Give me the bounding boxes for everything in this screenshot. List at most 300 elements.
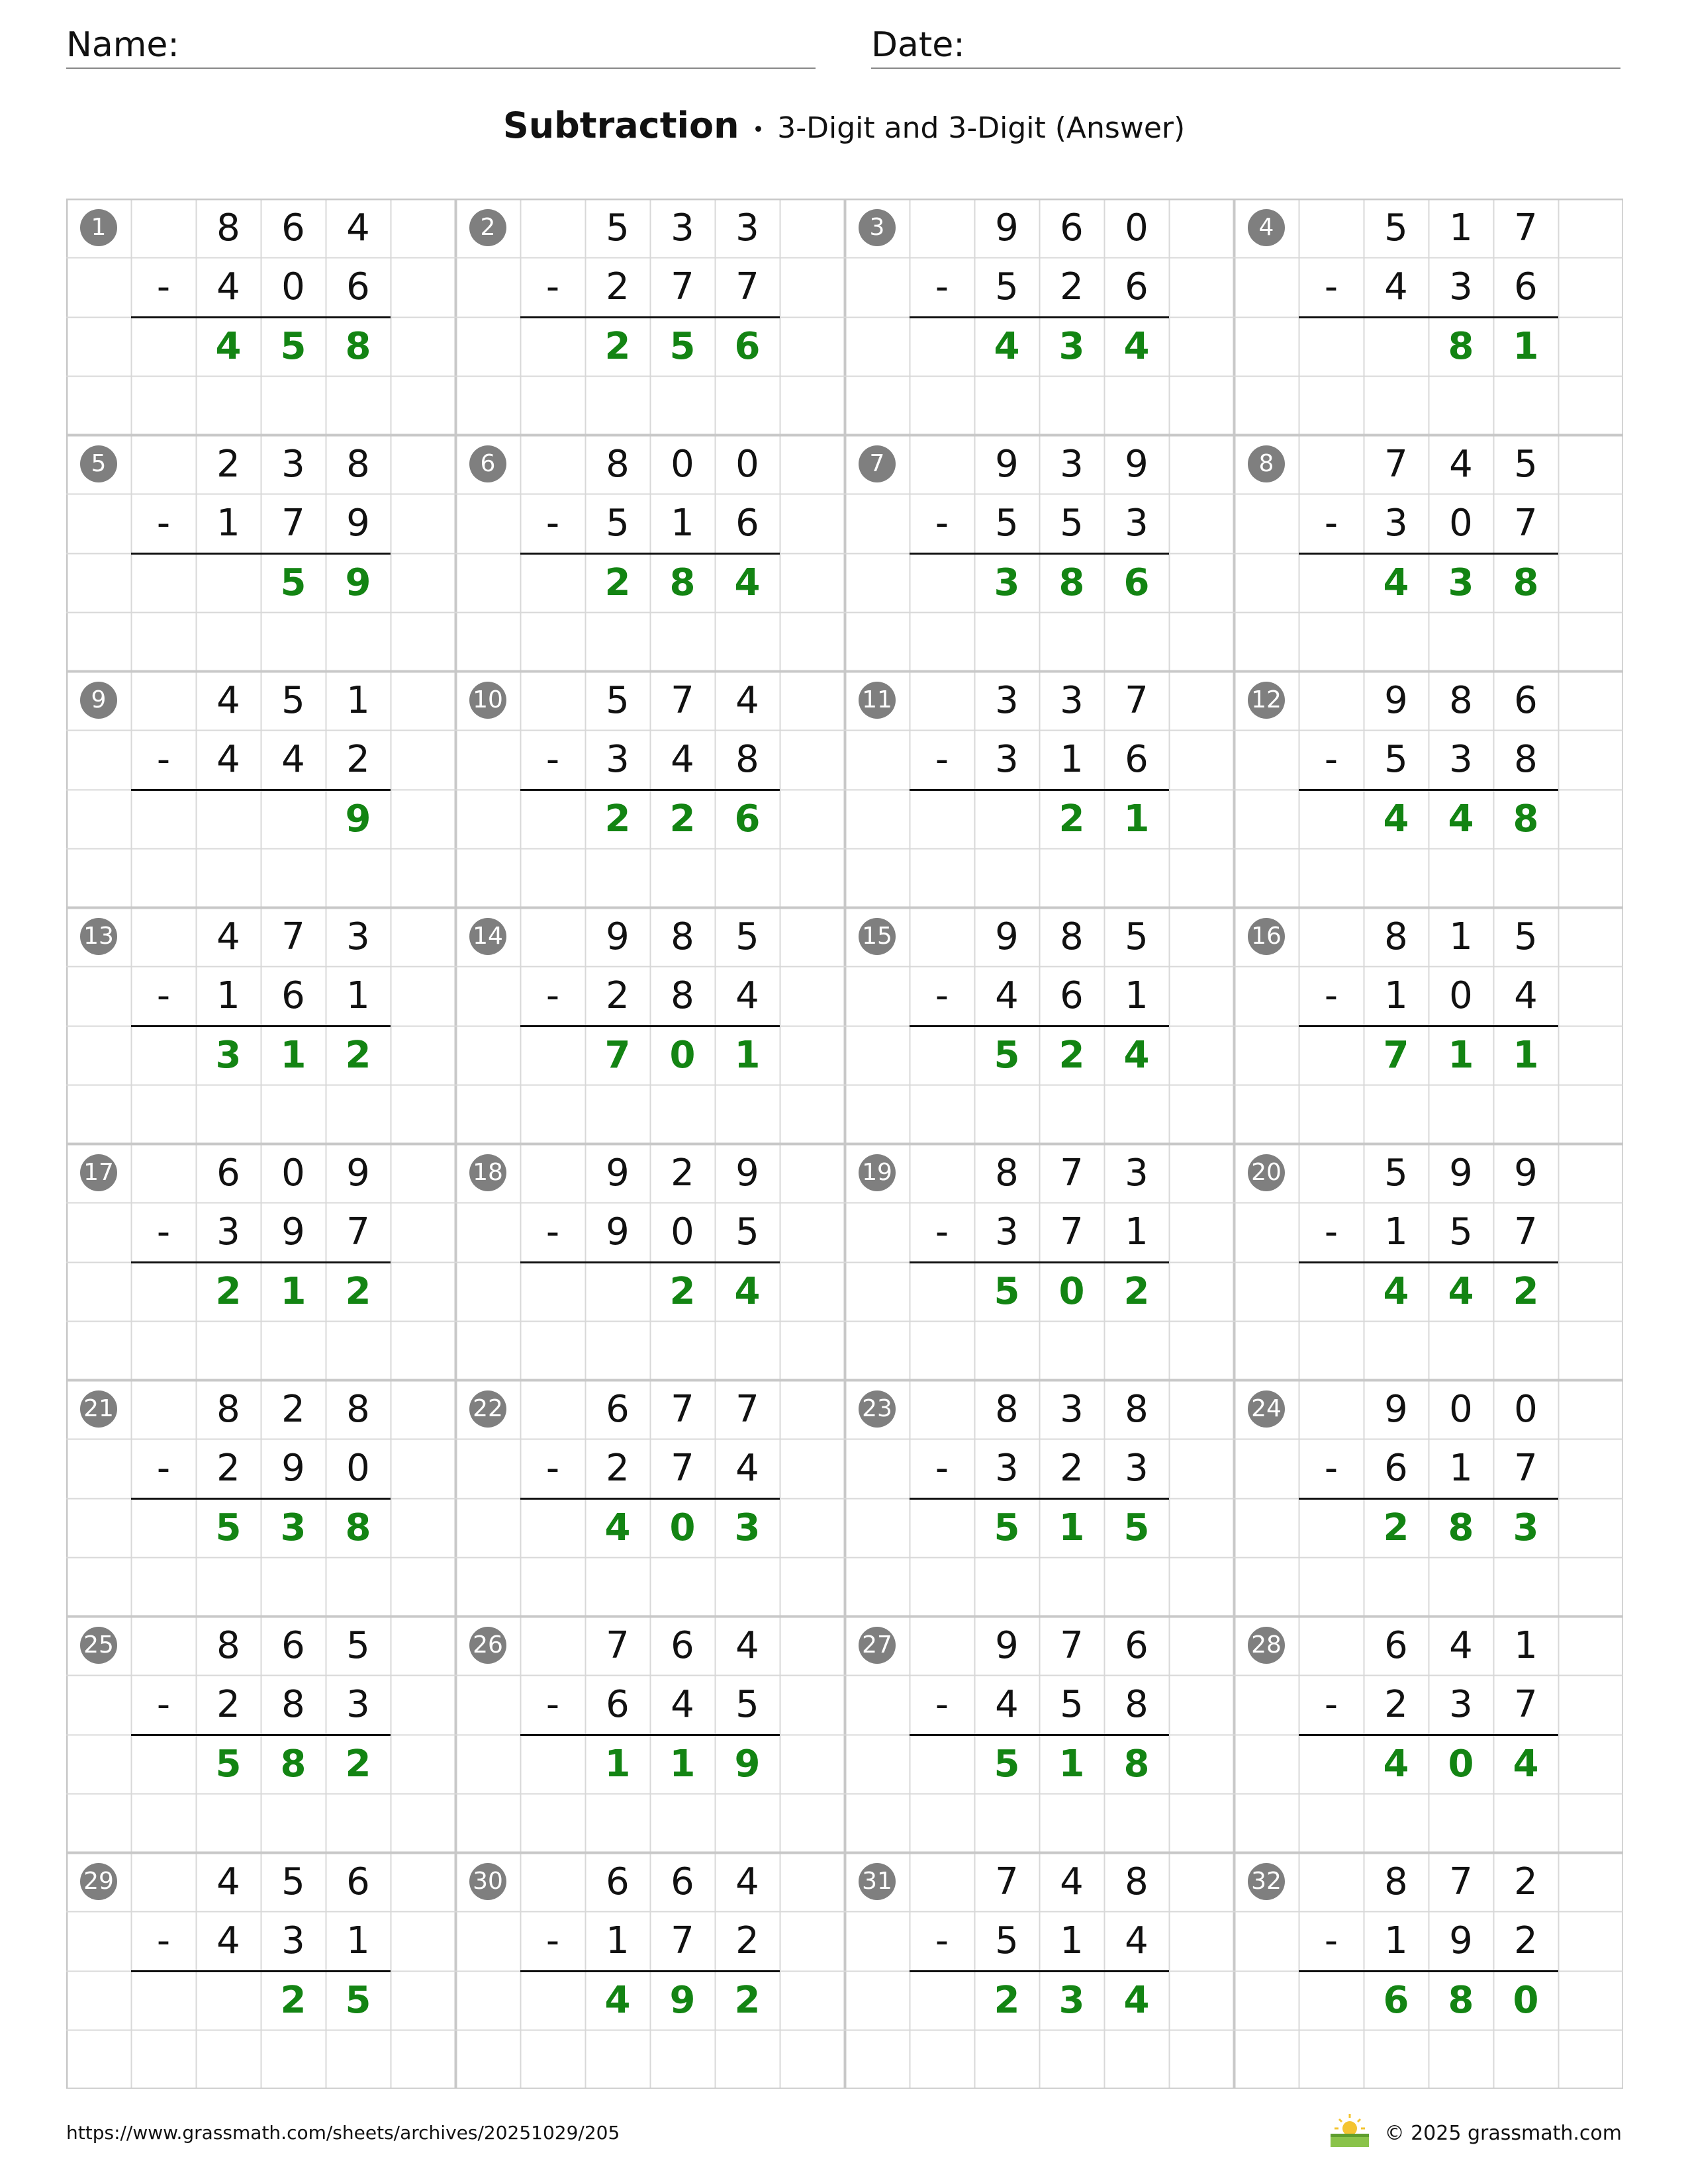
minuend-digit: 3 [1125,1152,1149,1195]
answer-digit: 4 [1383,797,1409,841]
problem-number-badge: 5 [80,445,117,482]
subtrahend-digit: 4 [995,1683,1019,1727]
minuend-digit: 0 [1449,1388,1473,1431]
subtrahend-digit: 6 [346,265,370,309]
subtrahend-digit: 7 [671,1447,694,1490]
minuend-digit: 5 [606,679,630,722]
answer-digit: 5 [280,324,306,368]
subtrahend-digit: 0 [1449,974,1473,1018]
minuend-digit: 5 [1125,915,1149,958]
answer-digit: 5 [994,1742,1020,1786]
answer-rule [131,316,391,318]
subtrahend-digit: 4 [281,738,305,782]
answer-rule [131,1734,391,1736]
minus-sign: - [545,265,560,309]
answer-digit: 4 [1513,1742,1539,1786]
minus-sign: - [1324,265,1338,309]
minus-sign: - [1324,502,1338,545]
answer-digit: 3 [215,1033,242,1077]
subtrahend-digit: 5 [606,502,630,545]
minuend-digit: 3 [995,679,1019,722]
subtrahend-digit: 2 [1384,1683,1408,1727]
minuend-digit: 9 [995,1624,1019,1667]
answer-digit: 1 [1058,1742,1085,1786]
answer-rule [131,1498,391,1500]
minuend-digit: 7 [281,915,305,958]
subtrahend-digit: 4 [1514,974,1538,1018]
minus-sign: - [935,1919,949,1963]
subtrahend-digit: 3 [1449,738,1473,782]
minus-sign: - [156,1447,171,1490]
subtrahend-digit: 6 [1514,265,1538,309]
minuend-digit: 5 [346,1624,370,1667]
subtrahend-digit: 0 [281,265,305,309]
subtrahend-digit: 1 [1384,974,1408,1018]
answer-digit: 8 [1448,1506,1474,1549]
subtrahend-digit: 3 [606,738,630,782]
answer-digit: 2 [280,1978,306,2022]
subtrahend-digit: 5 [995,265,1019,309]
minuend-digit: 8 [216,1624,240,1667]
minuend-digit: 0 [671,443,694,486]
answer-rule [520,1261,780,1263]
answer-rule [131,1261,391,1263]
minus-sign: - [935,1683,949,1727]
answer-digit: 1 [669,1742,696,1786]
problem-number-badge: 20 [1248,1154,1285,1191]
answer-rule [131,789,391,791]
subtrahend-digit: 3 [1449,265,1473,309]
name-label: Name: [66,25,179,65]
subtrahend-digit: 3 [1125,1447,1149,1490]
answer-digit: 2 [1123,1269,1150,1313]
subtrahend-digit: 9 [281,1447,305,1490]
answer-digit: 2 [669,797,696,841]
minuend-digit: 3 [281,443,305,486]
answer-digit: 6 [1383,1978,1409,2022]
answer-digit: 8 [345,324,371,368]
minuend-digit: 8 [216,206,240,250]
answer-digit: 1 [1513,1033,1539,1077]
minuend-digit: 0 [1514,1388,1538,1431]
answer-digit: 6 [734,324,761,368]
answer-digit [261,790,326,848]
minuend-digit: 7 [1125,679,1149,722]
minuend-digit: 2 [671,1152,694,1195]
answer-digit: 3 [734,1506,761,1549]
problem-number-badge: 27 [859,1627,896,1664]
subtrahend-digit: 1 [1449,1447,1473,1490]
subtrahend-digit: 9 [346,502,370,545]
problem-number-badge: 1 [80,209,117,246]
problem-number-badge: 13 [80,918,117,955]
subtrahend-digit: 0 [671,1210,694,1254]
minus-sign: - [156,738,171,782]
answer-rule [1299,1734,1558,1736]
minuend-digit: 8 [606,443,630,486]
subtrahend-digit: 3 [1384,502,1408,545]
minus-sign: - [1324,1919,1338,1963]
subtrahend-digit: 1 [1125,1210,1149,1254]
answer-digit: 4 [604,1978,631,2022]
minuend-digit: 3 [1060,679,1084,722]
answer-digit [585,1262,650,1321]
subtrahend-digit: 6 [1060,974,1084,1018]
subtrahend-digit: 7 [1514,502,1538,545]
minuend-digit: 9 [346,1152,370,1195]
minus-sign: - [935,1210,949,1254]
minus-sign: - [935,1447,949,1490]
answer-digit: 6 [1123,561,1150,604]
subtrahend-digit: 6 [1384,1447,1408,1490]
problem-number-badge: 22 [469,1390,506,1428]
minus-sign: - [1324,738,1338,782]
minuend-digit: 3 [1060,443,1084,486]
answer-digit [196,1971,261,2030]
answer-digit: 8 [1448,1978,1474,2022]
subtrahend-digit: 7 [671,1919,694,1963]
answer-digit: 1 [734,1033,761,1077]
answer-rule [520,789,780,791]
answer-digit [1364,317,1429,376]
subtrahend-digit: 1 [346,974,370,1018]
answer-digit: 5 [280,561,306,604]
problem-number-badge: 7 [859,445,896,482]
subtrahend-digit: 2 [606,265,630,309]
answer-digit: 4 [994,324,1020,368]
subtrahend-digit: 9 [281,1210,305,1254]
subtrahend-digit: 2 [216,1447,240,1490]
answer-rule [910,1734,1169,1736]
minuend-digit: 3 [1060,1388,1084,1431]
minuend-digit: 8 [995,1388,1019,1431]
answer-digit: 0 [1058,1269,1085,1313]
answer-digit: 8 [1123,1742,1150,1786]
minuend-digit: 8 [346,443,370,486]
minuend-digit: 9 [995,443,1019,486]
answer-digit: 5 [994,1269,1020,1313]
subtrahend-digit: 7 [1514,1210,1538,1254]
minuend-digit: 7 [671,679,694,722]
minuend-digit: 5 [281,1860,305,1903]
problem-number-badge: 9 [80,682,117,719]
answer-digit: 5 [215,1506,242,1549]
subtrahend-digit: 1 [671,502,694,545]
answer-rule [1299,316,1558,318]
minuend-digit: 0 [735,443,759,486]
minuend-digit: 7 [1449,1860,1473,1903]
answer-rule [520,1734,780,1736]
subtrahend-digit: 3 [216,1210,240,1254]
subtrahend-digit: 2 [216,1683,240,1727]
minuend-digit: 6 [346,1860,370,1903]
minuend-digit: 7 [735,1388,759,1431]
minuend-digit: 8 [1125,1388,1149,1431]
minus-sign: - [545,1919,560,1963]
subtrahend-digit: 1 [606,1919,630,1963]
minuend-digit: 8 [995,1152,1019,1195]
answer-digit: 0 [669,1506,696,1549]
footer-url: https://www.grassmath.com/sheets/archives/20251029/205 [66,2122,620,2144]
minuend-digit: 5 [606,206,630,250]
answer-rule [910,553,1169,555]
answer-digit: 1 [1448,1033,1474,1077]
subtrahend-digit: 3 [1125,502,1149,545]
problem-number-badge: 19 [859,1154,896,1191]
minuend-digit: 7 [606,1624,630,1667]
answer-rule [1299,553,1558,555]
answer-rule [910,1025,1169,1027]
minuend-digit: 3 [671,206,694,250]
minuend-digit: 4 [735,1860,759,1903]
minus-sign: - [1324,1683,1338,1727]
minuend-digit: 4 [1449,1624,1473,1667]
minuend-digit: 5 [1384,1152,1408,1195]
problem-number-badge: 31 [859,1863,896,1900]
problem-number-badge: 18 [469,1154,506,1191]
subtrahend-digit: 3 [281,1919,305,1963]
answer-digit: 4 [1123,1978,1150,2022]
minuend-digit: 6 [216,1152,240,1195]
subtrahend-digit: 4 [735,974,759,1018]
minuend-digit: 1 [1449,915,1473,958]
subtrahend-digit: 3 [995,738,1019,782]
subtrahend-digit: 7 [346,1210,370,1254]
subtrahend-digit: 7 [281,502,305,545]
answer-digit: 9 [734,1742,761,1786]
subtrahend-digit: 1 [216,502,240,545]
minuend-digit: 9 [606,1152,630,1195]
answer-digit: 4 [1383,561,1409,604]
subtrahend-digit: 5 [1384,738,1408,782]
minuend-digit: 0 [1125,206,1149,250]
answer-rule [520,1025,780,1027]
answer-digit: 8 [1058,561,1085,604]
subtrahend-digit: 4 [995,974,1019,1018]
problem-number-badge: 23 [859,1390,896,1428]
answer-rule [1299,1025,1558,1027]
subtrahend-digit: 4 [671,738,694,782]
answer-rule [131,553,391,555]
answer-digit: 7 [1383,1033,1409,1077]
answer-digit: 9 [345,797,371,841]
subtrahend-digit: 8 [735,738,759,782]
minuend-digit: 9 [1125,443,1149,486]
answer-digit [196,553,261,612]
minuend-digit: 6 [606,1860,630,1903]
grassmath-logo-icon [1327,2111,1373,2148]
problem-number-badge: 12 [1248,682,1285,719]
subtrahend-digit: 4 [1384,265,1408,309]
minus-sign: - [156,1919,171,1963]
minuend-digit: 2 [216,443,240,486]
subtrahend-digit: 2 [1060,1447,1084,1490]
subtrahend-digit: 2 [735,1919,759,1963]
subtrahend-digit: 6 [1125,265,1149,309]
minuend-digit: 4 [216,679,240,722]
minuend-digit: 9 [1384,679,1408,722]
problem-number-badge: 26 [469,1627,506,1664]
minus-sign: - [156,265,171,309]
subtrahend-digit: 4 [216,265,240,309]
answer-rule [910,316,1169,318]
answer-digit: 0 [1448,1742,1474,1786]
answer-digit: 4 [1448,797,1474,841]
minuend-digit: 8 [1060,915,1084,958]
name-field[interactable] [66,23,816,69]
minuend-digit: 5 [281,679,305,722]
minus-sign: - [545,1683,560,1727]
problem-number-badge: 11 [859,682,896,719]
problem-number-badge: 29 [80,1863,117,1900]
answer-digit: 2 [604,797,631,841]
subtrahend-digit: 3 [1449,1683,1473,1727]
problem-number-badge: 4 [1248,209,1285,246]
answer-digit: 2 [734,1978,761,2022]
answer-digit: 4 [1123,324,1150,368]
minus-sign: - [545,1210,560,1254]
answer-digit [196,790,261,848]
minuend-digit: 6 [1384,1624,1408,1667]
answer-rule [1299,1498,1558,1500]
minuend-digit: 9 [1449,1152,1473,1195]
minuend-digit: 8 [1449,679,1473,722]
answer-digit: 2 [345,1033,371,1077]
minuend-digit: 7 [1060,1152,1084,1195]
minuend-digit: 9 [1384,1388,1408,1431]
problem-number-badge: 8 [1248,445,1285,482]
subtrahend-digit: 7 [1060,1210,1084,1254]
minuend-digit: 8 [1125,1860,1149,1903]
minuend-digit: 4 [216,915,240,958]
answer-digit: 3 [1058,324,1085,368]
answer-digit: 8 [345,1506,371,1549]
answer-rule [520,1970,780,1972]
minuend-digit: 2 [281,1388,305,1431]
subtrahend-digit: 3 [995,1210,1019,1254]
minuend-digit: 6 [1514,679,1538,722]
subtrahend-digit: 7 [735,265,759,309]
subtrahend-digit: 1 [1125,974,1149,1018]
answer-digit: 1 [280,1033,306,1077]
minuend-digit: 1 [1449,206,1473,250]
answer-digit: 2 [1383,1506,1409,1549]
date-field[interactable] [871,23,1620,69]
answer-rule [520,1498,780,1500]
subtrahend-digit: 1 [216,974,240,1018]
minuend-digit: 7 [1514,206,1538,250]
answer-digit: 4 [1383,1269,1409,1313]
subtrahend-digit: 5 [1060,502,1084,545]
subtrahend-digit: 4 [671,1683,694,1727]
problem-number-badge: 32 [1248,1863,1285,1900]
answer-digit: 5 [215,1742,242,1786]
answer-digit: 0 [669,1033,696,1077]
minuend-digit: 7 [671,1388,694,1431]
minuend-digit: 5 [735,915,759,958]
subtrahend-digit: 7 [1514,1447,1538,1490]
answer-digit: 2 [345,1269,371,1313]
answer-digit: 3 [1448,561,1474,604]
subtrahend-digit: 4 [216,738,240,782]
page-title [0,105,1688,146]
answer-digit: 2 [604,561,631,604]
minuend-digit: 9 [606,915,630,958]
problem-number-badge: 17 [80,1154,117,1191]
subtrahend-digit: 1 [346,1919,370,1963]
subtrahend-digit: 1 [1384,1210,1408,1254]
answer-digit [974,790,1039,848]
subtrahend-digit: 8 [1125,1683,1149,1727]
answer-rule [910,789,1169,791]
minus-sign: - [1324,1447,1338,1490]
minuend-digit: 7 [1060,1624,1084,1667]
minus-sign: - [545,502,560,545]
problem-number-badge: 2 [469,209,506,246]
minuend-digit: 5 [1514,915,1538,958]
minus-sign: - [1324,1210,1338,1254]
subtrahend-digit: 8 [671,974,694,1018]
answer-digit: 0 [1513,1978,1539,2022]
answer-rule [910,1970,1169,1972]
answer-digit: 2 [1058,1033,1085,1077]
problem-number-badge: 28 [1248,1627,1285,1664]
subtrahend-digit: 0 [346,1447,370,1490]
minuend-digit: 6 [281,1624,305,1667]
minuend-digit: 3 [346,915,370,958]
minuend-digit: 6 [1060,206,1084,250]
minuend-digit: 2 [1514,1860,1538,1903]
subtrahend-digit: 2 [606,1447,630,1490]
minuend-digit: 6 [281,206,305,250]
answer-digit: 5 [345,1978,371,2022]
answer-digit: 4 [215,324,242,368]
answer-digit: 1 [1513,324,1539,368]
minus-sign: - [935,502,949,545]
subtrahend-digit: 2 [346,738,370,782]
minuend-digit: 9 [735,1152,759,1195]
subtrahend-digit: 9 [606,1210,630,1254]
subtrahend-digit: 7 [1514,1683,1538,1727]
answer-rule [520,316,780,318]
answer-digit: 9 [669,1978,696,2022]
minus-sign: - [545,974,560,1018]
answer-digit: 4 [1448,1269,1474,1313]
answer-digit: 8 [280,1742,306,1786]
answer-rule [910,1261,1169,1263]
subtrahend-digit: 0 [1449,502,1473,545]
problem-number-badge: 3 [859,209,896,246]
answer-digit: 3 [1513,1506,1539,1549]
answer-rule [1299,1261,1558,1263]
minuend-digit: 8 [671,915,694,958]
problem-number-badge: 16 [1248,918,1285,955]
minuend-digit: 5 [1514,443,1538,486]
answer-rule [131,1025,391,1027]
answer-digit: 3 [994,561,1020,604]
subtrahend-digit: 9 [1449,1919,1473,1963]
subtrahend-digit: 8 [281,1683,305,1727]
answer-digit: 2 [994,1978,1020,2022]
minuend-digit: 9 [995,915,1019,958]
answer-digit: 2 [345,1742,371,1786]
subtrahend-digit: 1 [1060,738,1084,782]
answer-digit: 2 [604,324,631,368]
minuend-digit: 6 [606,1388,630,1431]
answer-digit: 1 [1123,797,1150,841]
subtrahend-digit: 1 [1384,1919,1408,1963]
subtrahend-digit: 3 [995,1447,1019,1490]
